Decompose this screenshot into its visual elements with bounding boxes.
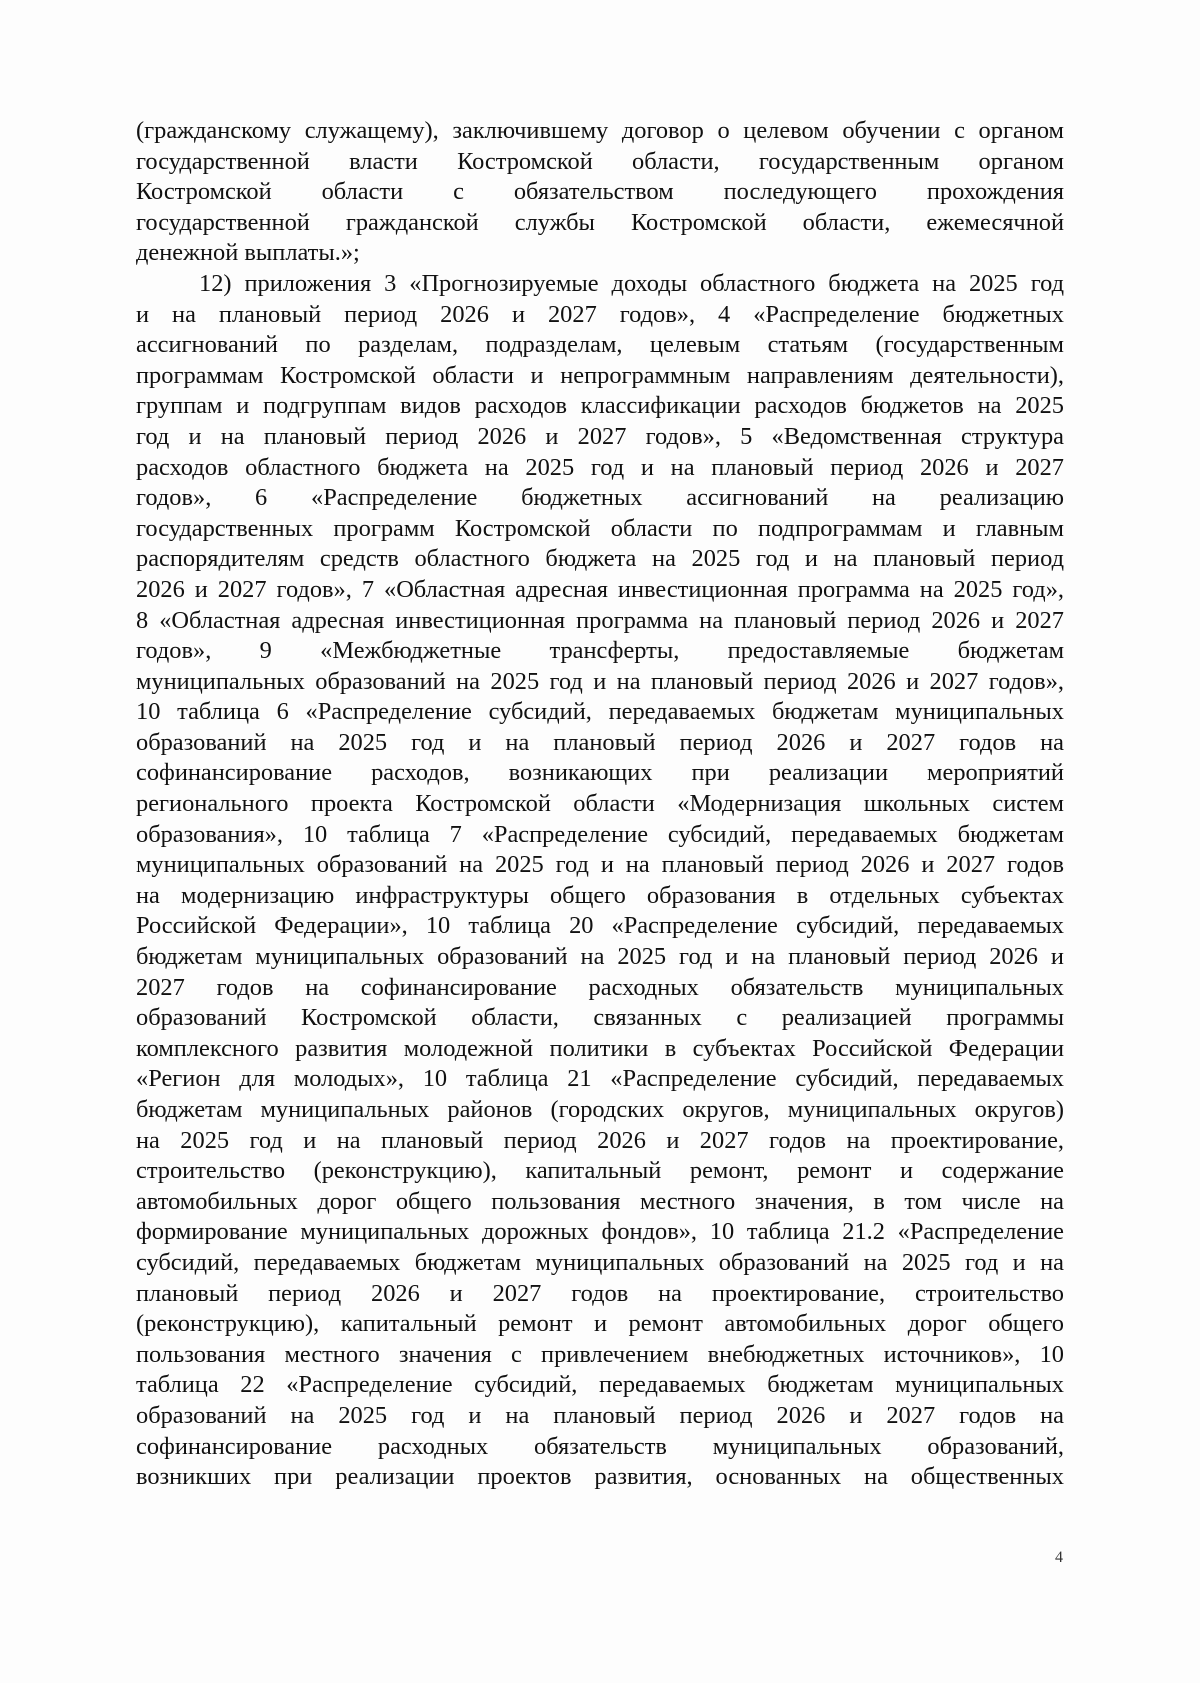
text-line: денежной выплаты.»; [136, 239, 360, 267]
page-number: 4 [1055, 1549, 1063, 1566]
text-line: 10 таблица 6 «Распределение субсидий, передаваемых бюджетам муниципальных [136, 698, 1064, 726]
text-line: на модернизацию инфраструктуры общего образования в отдельных субъектах [136, 881, 1064, 909]
text-line: муниципальных образований на 2025 год и на плановый период 2026 и 2027 годов [136, 851, 1064, 879]
text-line: 8 «Областная адресная инвестиционная программа на плановый период 2026 и 2027 [136, 606, 1064, 634]
text-line: автомобильных дорог общего пользования местного значения, в том числе на [136, 1187, 1064, 1215]
text-line: софинансирование расходных обязательств муниципальных образований, [136, 1432, 1064, 1460]
text-line: «Регион для молодых», 10 таблица 21 «Распределение субсидий, передаваемых [136, 1065, 1064, 1093]
text-line: годов», 6 «Распределение бюджетных ассигнований на реализацию [136, 484, 1064, 512]
text-line: комплексного развития молодежной политики в субъектах Российской Федерации [136, 1034, 1064, 1062]
text-line: 2027 годов на софинансирование расходных обязательств муниципальных [136, 973, 1064, 1001]
text-line: пользования местного значения с привлечением внебюджетных источников», 10 [136, 1340, 1064, 1368]
text-line: бюджетам муниципальных образований на 2025 год и на плановый период 2026 и [136, 943, 1064, 971]
text-line: государственной власти Костромской области, государственным органом [136, 147, 1064, 175]
text-line: возникших при реализации проектов развития, основанных на общественных [136, 1463, 1064, 1491]
text-line: регионального проекта Костромской области «Модернизация школьных систем [136, 790, 1064, 818]
text-line: Костромской области с обязательством последующего прохождения [136, 178, 1064, 206]
text-line: годов», 9 «Межбюджетные трансферты, предоставляемые бюджетам [136, 637, 1064, 665]
text-line: таблица 22 «Распределение субсидий, передаваемых бюджетам муниципальных [136, 1371, 1064, 1399]
text-line: образований Костромской области, связанных с реализацией программы [136, 1004, 1064, 1032]
text-line: государственных программ Костромской области по подпрограммам и главным [136, 514, 1064, 542]
text-line: государственной гражданской службы Костромской области, ежемесячной [136, 208, 1064, 236]
text-line: распорядителям средств областного бюджета на 2025 год и на плановый период [136, 545, 1064, 573]
text-line: строительство (реконструкцию), капитальный ремонт, ремонт и содержание [136, 1157, 1064, 1185]
text-line: (реконструкцию), капитальный ремонт и ремонт автомобильных дорог общего [136, 1310, 1064, 1338]
body-text [136, 116, 1064, 1493]
text-line: образований на 2025 год и на плановый период 2026 и 2027 годов на [136, 1401, 1064, 1429]
text-line: образований на 2025 год и на плановый период 2026 и 2027 годов на [136, 728, 1064, 756]
text-line: формирование муниципальных дорожных фондов», 10 таблица 21.2 «Распределение [136, 1218, 1064, 1246]
text-line: муниципальных образований на 2025 год и на плановый период 2026 и 2027 годов», [136, 667, 1064, 695]
text-line: год и на плановый период 2026 и 2027 годов», 5 «Ведомственная структура [136, 422, 1064, 450]
text-line: софинансирование расходов, возникающих при реализации мероприятий [136, 759, 1064, 787]
text-line: плановый период 2026 и 2027 годов на проектирование, строительство [136, 1279, 1064, 1307]
text-line: образования», 10 таблица 7 «Распределение субсидий, передаваемых бюджетам [136, 820, 1064, 848]
text-line: группам и подгруппам видов расходов классификации расходов бюджетов на 2025 [136, 392, 1064, 420]
text-line: расходов областного бюджета на 2025 год и на плановый период 2026 и 2027 [136, 453, 1064, 481]
text-line: программам Костромской области и непрограммным направлениям деятельности), [136, 361, 1064, 389]
text-line: бюджетам муниципальных районов (городских округов, муниципальных округов) [136, 1096, 1064, 1123]
text-line: (гражданскому служащему), заключившему договор о целевом обучении с органом [136, 117, 1064, 144]
text-line: и на плановый период 2026 и 2027 годов», 4 «Распределение бюджетных [136, 300, 1064, 328]
text-line: ассигнований по разделам, подразделам, целевым статьям (государственным [136, 331, 1064, 359]
text-line: 12) приложения 3 «Прогнозируемые доходы областного бюджета на 2025 год [199, 269, 1064, 297]
text-line: Российской Федерации», 10 таблица 20 «Распределение субсидий, передаваемых [136, 912, 1064, 940]
text-line: 2026 и 2027 годов», 7 «Областная адресная инвестиционная программа на 2025 год», [136, 575, 1064, 603]
text-line: на 2025 год и на плановый период 2026 и 2027 годов на проектирование, [136, 1126, 1064, 1154]
text-line: субсидий, передаваемых бюджетам муниципальных образований на 2025 год и на [136, 1248, 1064, 1276]
